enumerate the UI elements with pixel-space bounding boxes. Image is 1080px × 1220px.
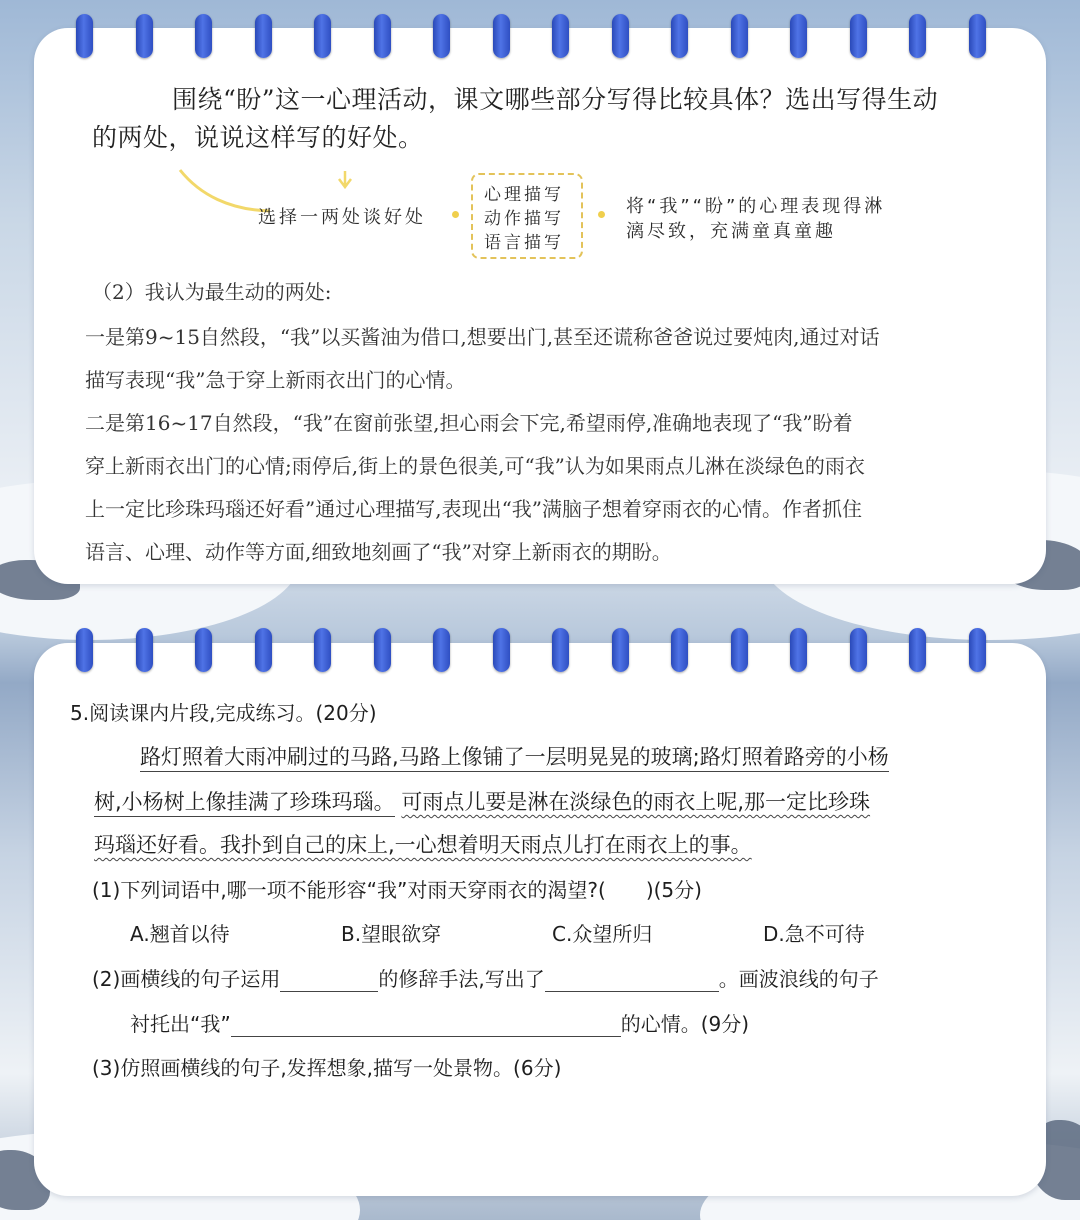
binder-rings-top bbox=[0, 10, 1080, 70]
tip-left: 选择一两处谈好处 bbox=[258, 207, 426, 228]
binder-ring bbox=[374, 628, 391, 672]
answer-line: 描写表现“我”急于穿上新雨衣出门的心情。 bbox=[85, 368, 466, 392]
binder-ring bbox=[909, 628, 926, 672]
tip-box-line-2: 动作描写 bbox=[484, 209, 564, 229]
binder-ring bbox=[76, 628, 93, 672]
question-1: (1)下列词语中,哪一项不能形容“我”对雨天穿雨衣的渴望?( )(5分) bbox=[92, 878, 702, 902]
binder-rings-bottom bbox=[0, 624, 1080, 684]
answer-line: 语言、心理、动作等方面,细致地刻画了“我”对穿上新雨衣的期盼。 bbox=[85, 540, 672, 564]
binder-ring bbox=[195, 628, 212, 672]
option-b[interactable]: B.望眼欲穿 bbox=[341, 922, 442, 946]
binder-ring bbox=[433, 14, 450, 58]
binder-ring bbox=[493, 628, 510, 672]
binder-ring bbox=[969, 14, 986, 58]
binder-ring bbox=[850, 628, 867, 672]
q2-text: 。画波浪线的句子 bbox=[718, 967, 879, 991]
binder-ring bbox=[195, 14, 212, 58]
binder-ring bbox=[612, 14, 629, 58]
option-c[interactable]: C.众望所归 bbox=[552, 922, 653, 946]
answer-line: 穿上新雨衣出门的心情;雨停后,街上的景色很美,可“我”认为如果雨点儿淋在淡绿色的雨衣 bbox=[85, 454, 865, 478]
binder-ring bbox=[731, 628, 748, 672]
binder-ring bbox=[909, 14, 926, 58]
answer-line: 二是第16~17自然段，“我”在窗前张望,担心雨会下完,希望雨停,准确地表现了“我”盼着 bbox=[85, 411, 853, 435]
binder-ring bbox=[76, 14, 93, 58]
answer-heading: （2）我认为最生动的两处: bbox=[92, 280, 332, 304]
question-line-2: 的两处，说说这样写的好处。 bbox=[92, 123, 424, 152]
binder-ring bbox=[790, 14, 807, 58]
tip-box-line-3: 语言描写 bbox=[484, 233, 564, 253]
binder-ring bbox=[552, 628, 569, 672]
binder-ring bbox=[255, 628, 272, 672]
option-d[interactable]: D.急不可待 bbox=[763, 922, 865, 946]
binder-ring bbox=[969, 628, 986, 672]
binder-ring bbox=[790, 628, 807, 672]
binder-ring bbox=[731, 14, 748, 58]
binder-ring bbox=[433, 628, 450, 672]
option-a[interactable]: A.翘首以待 bbox=[130, 922, 230, 946]
bullet-dot bbox=[452, 211, 459, 218]
question-line-1: 围绕“盼”这一心理活动，课文哪些部分写得比较具体？选出写得生动 bbox=[172, 85, 939, 114]
binder-ring bbox=[671, 628, 688, 672]
answer-line: 一是第9~15自然段，“我”以买酱油为借口,想要出门,甚至还谎称爸爸说过要炖肉,通过对话 bbox=[85, 325, 880, 349]
q2-text: 衬托出“我” bbox=[130, 1012, 231, 1036]
q2-text: (2)画横线的句子运用 bbox=[92, 967, 281, 991]
passage-line-3 bbox=[94, 829, 752, 859]
answer-blank[interactable] bbox=[545, 971, 719, 992]
binder-ring bbox=[136, 14, 153, 58]
binder-ring bbox=[493, 14, 510, 58]
q2-text: 的修辞手法,写出了 bbox=[378, 967, 545, 991]
tip-right-line-1: 将“我”“盼”的心理表现得淋 bbox=[626, 196, 886, 217]
question-2-line-2 bbox=[130, 1008, 749, 1037]
wavy-sentence: 可雨点儿要是淋在淡绿色的雨衣上呢,那一定比珍珠 bbox=[401, 790, 871, 814]
exercise-title: 5.阅读课内片段,完成练习。(20分) bbox=[70, 701, 377, 725]
question-2-line-1 bbox=[92, 963, 879, 992]
binder-ring bbox=[255, 14, 272, 58]
answer-line: 上一定比珍珠玛瑙还好看”通过心理描写,表现出“我”满脑子想着穿雨衣的心情。作者抓住 bbox=[85, 497, 863, 521]
tip-right-line-2: 漓尽致，充满童真童趣 bbox=[626, 221, 836, 242]
question-3: (3)仿照画横线的句子,发挥想象,描写一处景物。(6分) bbox=[92, 1056, 562, 1080]
binder-ring bbox=[850, 14, 867, 58]
answer-blank[interactable] bbox=[231, 1016, 621, 1037]
underlined-sentence-end: 树,小杨树上像挂满了珍珠玛瑙。 bbox=[94, 790, 395, 817]
binder-ring bbox=[671, 14, 688, 58]
underlined-sentence: 路灯照着大雨冲刷过的马路,马路上像铺了一层明晃晃的玻璃;路灯照着路旁的小杨 bbox=[140, 745, 889, 772]
binder-ring bbox=[612, 628, 629, 672]
passage-line-2 bbox=[94, 786, 870, 816]
q2-text: 的心情。(9分) bbox=[620, 1012, 750, 1036]
binder-ring bbox=[552, 14, 569, 58]
bullet-dot bbox=[598, 211, 605, 218]
binder-ring bbox=[314, 628, 331, 672]
tip-box-line-1: 心理描写 bbox=[484, 185, 564, 205]
binder-ring bbox=[136, 628, 153, 672]
wavy-sentence-end: 玛瑙还好看。我扑到自己的床上,一心想着明天雨点儿打在雨衣上的事。 bbox=[94, 833, 752, 857]
binder-ring bbox=[374, 14, 391, 58]
passage-line-1 bbox=[140, 741, 889, 771]
binder-ring bbox=[314, 14, 331, 58]
answer-blank[interactable] bbox=[280, 971, 378, 992]
